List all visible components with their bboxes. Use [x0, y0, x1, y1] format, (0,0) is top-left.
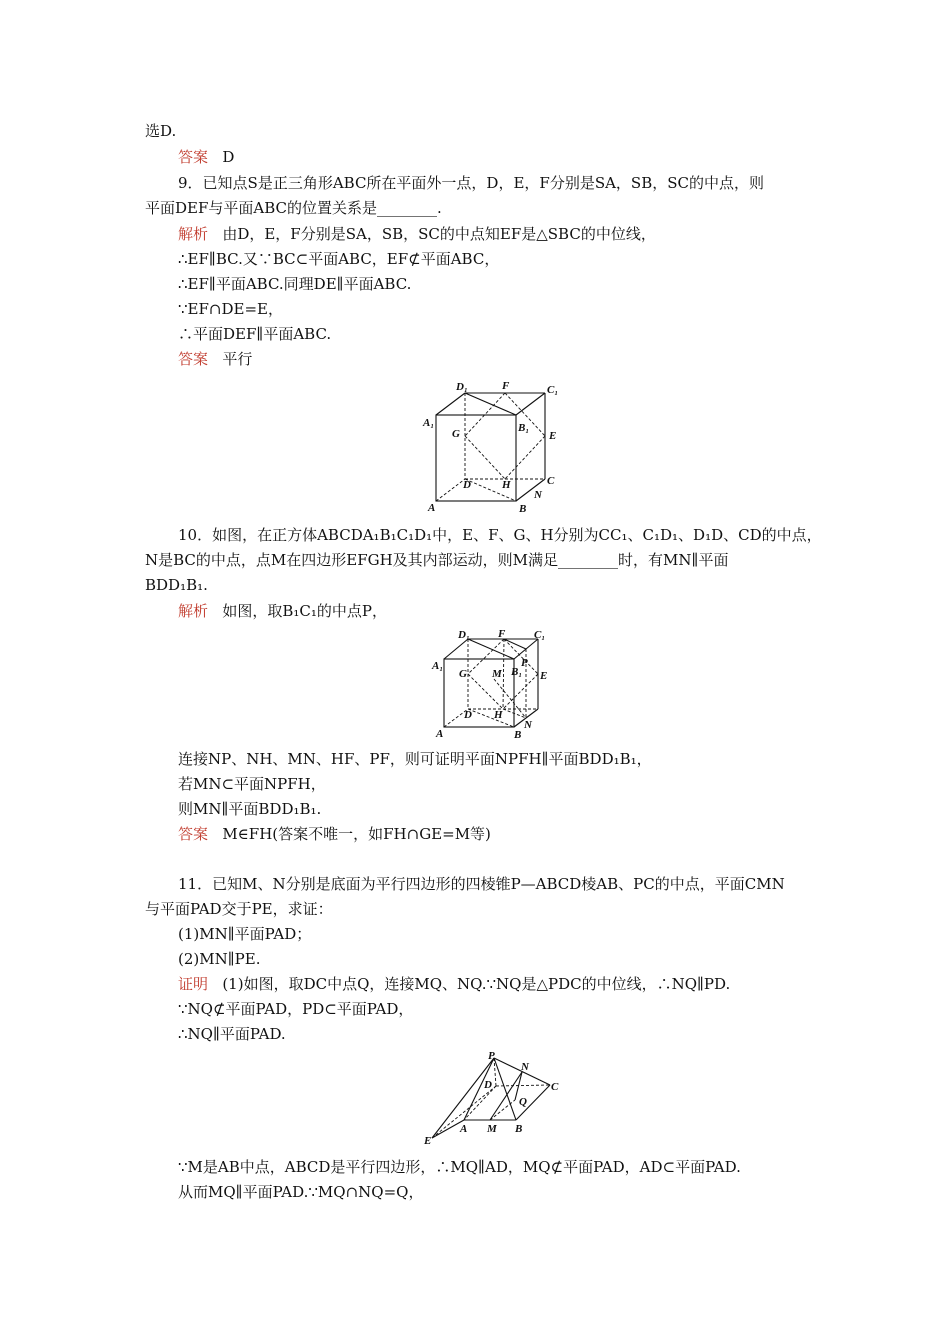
text-line: (1)MN∥平面PAD；	[178, 925, 312, 943]
label-B1: B₁	[518, 422, 530, 434]
label-N: N	[524, 719, 532, 731]
label-M: M	[492, 668, 502, 680]
text-line: ∴NQ∥平面PAD.	[178, 1025, 286, 1043]
analysis-text: 如图，取B₁C₁的中点P，	[222, 602, 387, 620]
question-10: 10．如图，在正方体ABCDA₁B₁C₁D₁中，E、F、G、H分别为CC₁、C₁D₁、D₁D、CD的中点，	[178, 526, 822, 544]
answer-label: 答案	[178, 148, 209, 166]
label-C1: C₁	[547, 384, 559, 396]
label-C1: C₁	[534, 629, 546, 641]
answer-line	[178, 823, 491, 845]
analysis-label: 解析	[178, 225, 209, 243]
label-G: G	[452, 428, 460, 440]
text-line: ∴平面DEF∥平面ABC.	[178, 325, 332, 343]
label-F: F	[498, 628, 506, 640]
label-D1: D₁	[456, 381, 468, 393]
label-B: B	[514, 729, 522, 741]
label-C: C	[551, 1081, 559, 1093]
label-D: D	[463, 479, 471, 491]
label-A: A	[428, 502, 436, 514]
label-B: B	[515, 1123, 523, 1135]
text-line: 与平面PAD交于PE，求证：	[145, 900, 333, 918]
label-A: A	[436, 728, 444, 740]
text-line: ∵EF∩DE=E，	[178, 300, 283, 318]
answer-line	[178, 146, 234, 168]
answer-text: M∈FH(答案不唯一，如FH∩GE=M等)	[222, 825, 491, 843]
text-line: 则MN∥平面BDD₁B₁.	[178, 800, 322, 818]
label-E: E	[424, 1135, 432, 1147]
question-11: 11．已知M、N分别是底面为平行四边形的四棱锥P—ABCD棱AB、PC的中点，平面CMN	[178, 875, 785, 893]
cube-figure-2	[428, 627, 558, 745]
text-line: ∵NQ⊄平面PAD，PD⊂平面PAD，	[178, 1000, 414, 1018]
proof-text: (1)如图，取DC中点Q，连接MQ、NQ.∵NQ是△PDC的中位线，∴NQ∥PD.	[222, 975, 731, 993]
text-line: 若MN⊂平面NPFH，	[178, 775, 326, 793]
proof-line	[178, 973, 730, 995]
text-line: ∴EF∥平面ABC.同理DE∥平面ABC.	[178, 275, 412, 293]
label-F: F	[502, 380, 510, 392]
answer-text: D	[222, 148, 235, 166]
answer-label: 答案	[178, 350, 209, 368]
label-C: C	[547, 475, 555, 487]
label-A1: A₁	[423, 417, 435, 429]
analysis-line	[178, 600, 387, 622]
label-G: G	[459, 668, 467, 680]
label-H: H	[502, 479, 511, 491]
label-D1: D₁	[458, 629, 470, 641]
label-P: P	[521, 657, 528, 669]
analysis-label: 解析	[178, 602, 209, 620]
label-H: H	[494, 709, 503, 721]
text-line: 选D.	[145, 122, 177, 140]
answer-label: 答案	[178, 825, 209, 843]
pyramid-figure	[420, 1048, 570, 1152]
text-line: 连接NP、NH、MN、HF、PF，则可证明平面NPFH∥平面BDD₁B₁，	[178, 750, 652, 768]
text-line: 平面DEF与平面ABC的位置关系是________.	[145, 199, 442, 217]
label-N: N	[534, 489, 542, 501]
text-line: (2)MN∥PE.	[178, 950, 261, 968]
text-line: 从而MQ∥平面PAD.∵MQ∩NQ=Q，	[178, 1183, 424, 1201]
label-M: M	[487, 1123, 497, 1135]
label-A1: A₁	[432, 660, 444, 672]
label-P: P	[488, 1050, 495, 1062]
label-D: D	[464, 709, 472, 721]
text-line: BDD₁B₁.	[145, 576, 208, 594]
analysis-text: 由D，E，F分别是SA，SB，SC的中点知EF是△SBC的中位线，	[222, 225, 656, 243]
label-B: B	[519, 503, 527, 515]
answer-text: 平行	[222, 350, 253, 368]
label-B1: B₁	[511, 666, 523, 678]
analysis-line	[178, 223, 656, 245]
cube-figure-1	[418, 378, 568, 520]
text-line: ∴EF∥BC.又∵BC⊂平面ABC，EF⊄平面ABC，	[178, 250, 500, 268]
proof-label: 证明	[178, 975, 209, 993]
label-N: N	[521, 1061, 529, 1073]
text-line: N是BC的中点，点M在四边形EFGH及其内部运动，则M满足________时，有MN∥平面	[145, 551, 729, 569]
label-E: E	[540, 670, 548, 682]
label-D: D	[484, 1079, 492, 1091]
answer-line	[178, 348, 252, 370]
label-Q: Q	[519, 1096, 527, 1108]
label-A: A	[460, 1123, 468, 1135]
question-9: 9．已知点S是正三角形ABC所在平面外一点，D，E，F分别是SA，SB，SC的中点，则	[178, 174, 764, 192]
label-E: E	[549, 430, 557, 442]
text-line: ∵M是AB中点，ABCD是平行四边形，∴MQ∥AD，MQ⊄平面PAD，AD⊂平面PAD.	[178, 1158, 741, 1176]
